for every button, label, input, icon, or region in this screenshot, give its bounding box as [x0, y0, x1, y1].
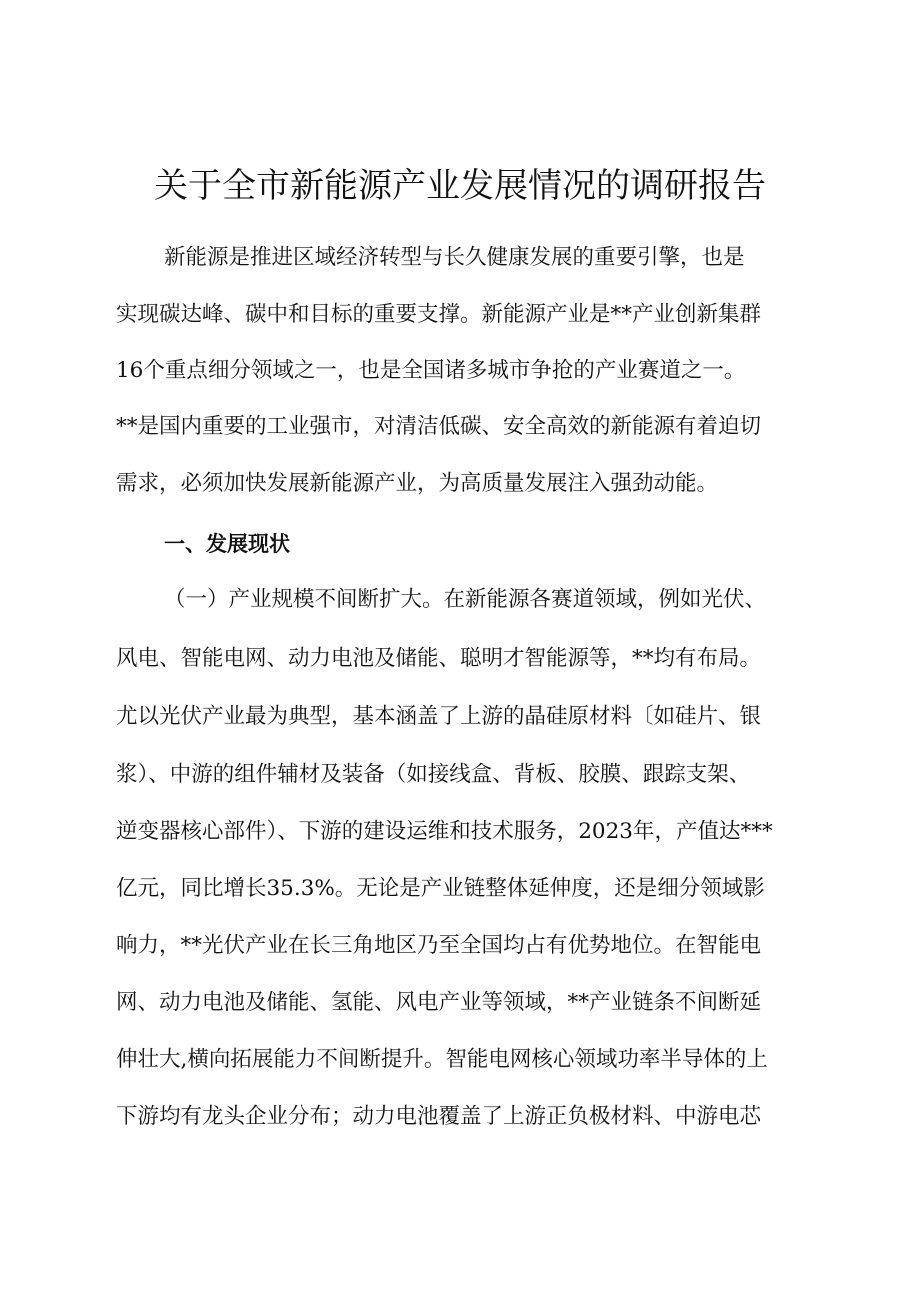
- paragraph-line: 需求，必须加快发展新能源产业，为高质量发展注入强劲动能。: [116, 471, 719, 496]
- report-title: 关于全市新能源产业发展情况的调研报告: [154, 166, 766, 206]
- section-heading: 一、发展现状: [164, 532, 290, 556]
- paragraph-line: 新能源是推进区域经济转型与长久健康发展的重要引擎，也是: [164, 245, 745, 270]
- paragraph-line: 逆变器核心部件）、下游的建设运维和技术服务，2023年，产值达***: [116, 819, 773, 844]
- paragraph-line: **是国内重要的工业强市，对清洁低碳、安全高效的新能源有着迫切: [116, 414, 762, 439]
- paragraph-line: 下游均有龙头企业分布；动力电池覆盖了上游正负极材料、中游电芯: [116, 1104, 762, 1129]
- paragraph-line: 尤以光伏产业最为典型，基本涵盖了上游的晶硅原材料〔如硅片、银: [116, 704, 762, 729]
- paragraph-line: 实现碳达峰、碳中和目标的重要支撑。新能源产业是**产业创新集群: [116, 302, 762, 327]
- paragraph-line: 风电、智能电网、动力电池及储能、聪明才智能源等，**均有布局。: [116, 646, 762, 671]
- paragraph-line: 响力，**光伏产业在长三角地区乃至全国均占有优势地位。在智能电: [116, 933, 762, 958]
- paragraph-line: 浆）、中游的组件辅材及装备（如接线盒、背板、胶膜、跟踪支架、: [116, 762, 751, 787]
- paragraph-line: （一）产业规模不间断扩大。在新能源各赛道领域，例如光伏、: [164, 587, 767, 612]
- paragraph-line: 伸壮大,横向拓展能力不间断提升。智能电网核心领域功率半导体的上: [116, 1047, 768, 1072]
- paragraph-line: 16个重点细分领域之一，也是全国诸多城市争抢的产业赛道之一。: [116, 358, 746, 383]
- paragraph-line: 网、动力电池及储能、氢能、风电产业等领域，**产业链条不间断延: [116, 990, 762, 1015]
- paragraph-line: 亿元，同比增长35.3%。无论是产业链整体延伸度，还是细分领域影: [116, 876, 765, 901]
